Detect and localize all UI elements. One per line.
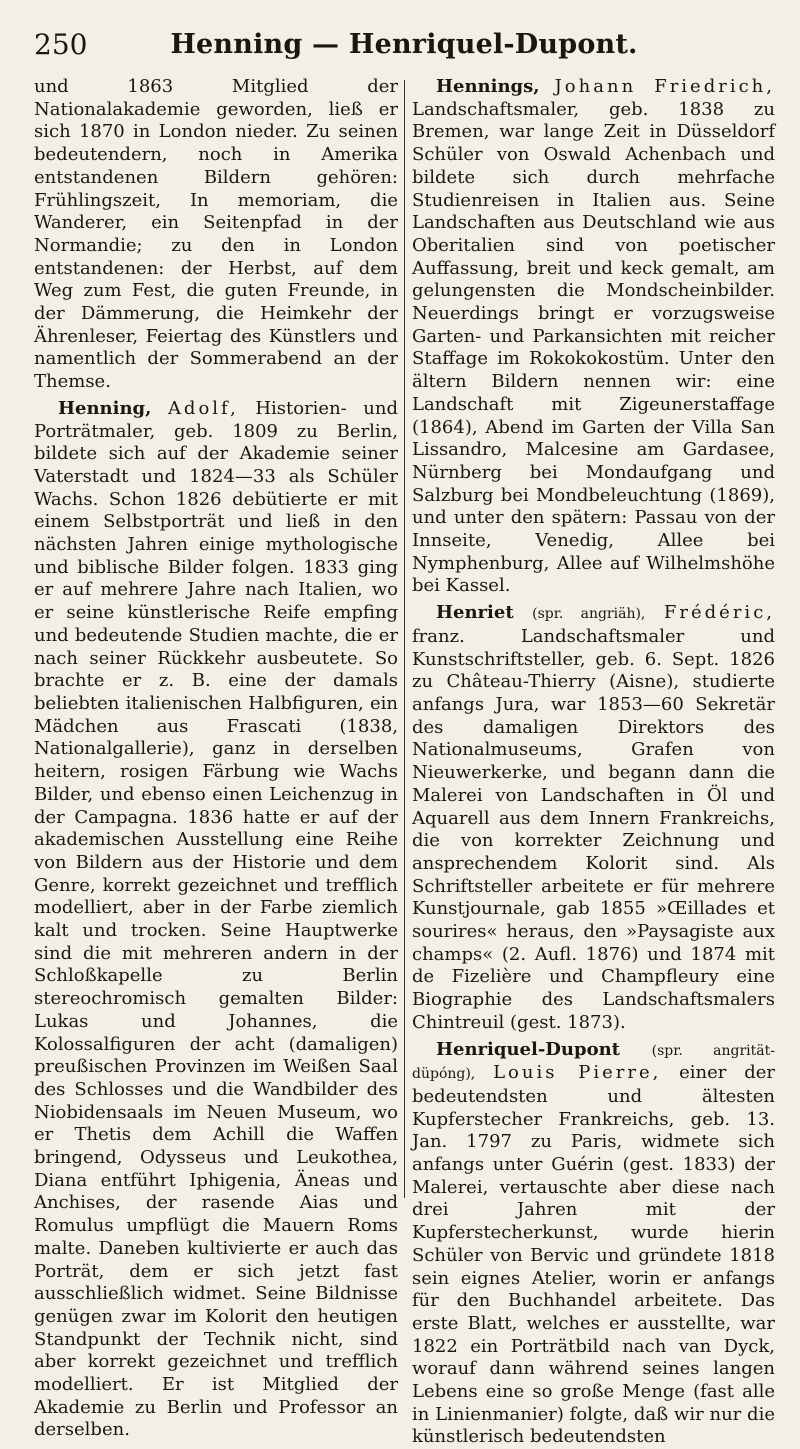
entry-hennings: [412, 76, 775, 598]
entry-pronunciation: (spr. angrität-düpóng),: [412, 1042, 775, 1083]
entry-henning: [34, 398, 398, 1442]
entry-text: franz. Landschaftsmaler und Kunstschriftsteller, geb. 6. Sept. 1826 zu Château-Thierry (Aisne), studierte anfangs Jura, war 1853—60 Sekretär des damaligen Direktors des Nationalmuseums, Grafen von Nieuwerkerke, und begann dann die Malerei von Landschaften in Öl und Aquarell aus dem Innern Frankreichs, die von korrekter Zeichnung und ansprechendem Kolorit sind. Als Schriftsteller arbeitete er für mehrere Kunstjournale, gab 1855 »Œillades et sourires« heraus, den »Paysagiste aux champs« (2. Aufl. 1876) und 1874 mit de Fizelière und Champfleury eine Biographie des Landschaftsmalers Chintreuil (gest. 1873).: [412, 625, 775, 1033]
left-column: [34, 76, 398, 1441]
entry-given-name: Frédéric,: [663, 602, 775, 624]
entry-headword: Henning,: [58, 397, 152, 419]
page-number: 250: [34, 28, 88, 61]
page-header: [34, 26, 774, 66]
entry-text: und 1863 Mitglied der Nationalakademie geworden, ließ er sich 1870 in London nieder. Zu seinen bedeutendern, noch in Amerika entstandenen Bildern gehören: Frühlingszeit, In memoriam, die Wanderer, ein Seitenpfad in der Normandie; zu den in London entstandenen: der Herbst, auf dem Weg zum Fest, die guten Freunde, in der Dämmerung, die Heimkehr der Ährenleser, Feiertag des Künstlers und namentlich der Sommerabend an der Themse.: [34, 76, 398, 393]
entry-henriquel-dupont: [412, 1039, 775, 1449]
entry-text: einer der bedeutendsten und ältesten Kupferstecher Frankreichs, geb. 13. Jan. 1797 zu Paris, widmete sich anfangs unter Guérin (gest. 1833) der Malerei, vertauschte aber diese nach drei Jahren mit der Kupferstecherkunst, wurde hierin Schüler von Bervic und gründete 1818 sein eignes Atelier, worin er anfangs für den Buchhandel arbeitete. Das erste Blatt, welches er ausstellte, war 1822 ein Porträtbild nach van Dyck, worauf dann während seines langen Lebens eine so große Menge (fast alle in Linienmanier) folgte, daß wir nur die künstlerisch bedeutendsten: [412, 1062, 775, 1448]
entry-given-name: Louis Pierre,: [493, 1062, 662, 1084]
entry-text: Landschaftsmaler, geb. 1838 zu Bremen, war lange Zeit in Düsseldorf Schüler von Oswald Achenbach und bildete sich durch mehrfache Studienreisen in Italien aus. Seine Landschaften aus Deutschland wie aus Oberitalien sind von poetischer Auffassung, breit und keck gemalt, am gelungensten die Mondscheinbilder. Neuerdings bringt er vorzugsweise Garten- und Parkansichten mit reicher Staffage im Rokokokostüm. Unter den ältern Bildern nennen wir: eine Landschaft mit Zigeunerstaffage (1864), Abend im Garten der Villa San Lissandro, Malcesine am Gardasee, Nürnberg bei Mondaufgang und Salzburg bei Mondbeleuchtung (1869), und unter den spätern: Passau von der Innseite, Venedig, Allee bei Nymphenburg, Allee auf Wilhelmshöhe bei Kassel.: [412, 98, 775, 597]
continued-entry-text: [34, 76, 398, 394]
entry-headword: Henriet: [436, 602, 514, 624]
right-column: [412, 76, 775, 1448]
entry-henriet: [412, 602, 775, 1034]
column-divider: [404, 80, 405, 1198]
entry-text: Historien- und Porträtmaler, geb. 1809 zu Berlin, bildete sich auf der Akademie seiner Vaterstadt und 1824—33 als Schüler Wachs. Schon 1826 debütierte er mit einem Selbstporträt und ließ in den nächsten Jahren einige mythologische und biblische Bilder folgen. 1833 ging er auf mehrere Jahre nach Italien, wo er seine künstlerische Reife empfing und bedeutende Studien machte, die er nach seiner Rückkehr ausbeutete. So brachte er z. B. eine der damals beliebten italienischen Halbfiguren, ein Mädchen aus Frascati (1838, Nationalgallerie), ganz in derselben heitern, rosigen Färbung wie Wachs Bilder, und ebenso einen Leichenzug in der Campagna. 1836 hatte er auf der akademischen Ausstellung eine Reihe von Bildern aus der Historie und dem Genre, korrekt gezeichnet und trefflich modelliert, aber in der Farbe ziemlich kalt und trocken. Seine Hauptwerke sind die mit mehreren andern in der Schloßkapelle zu Berlin stereochromisch gemalten Bilder: Lukas und Johannes, die Kolossalfiguren der acht (damaligen) preußischen Provinzen im Weißen Saal des Schlosses und die Wandbilder des Niobidensaals im Neuen Museum, wo er Thetis dem Achill die Waffen bringend, Odysseus und Leukothea, Diana entführt Iphigenia, Äneas und Anchises, der rasende Aias und Romulus umpflügt die Mauern Roms malte. Daneben kultivierte er auch das Porträt, dem er sich jetzt fast ausschließlich widmet. Seine Bildnisse genügen zwar im Kolorit den heutigen Standpunkt der Technik nicht, sind aber korrekt gezeichnet und trefflich modelliert. Er ist Mitglied der Akademie zu Berlin und Professor an derselben.: [34, 397, 398, 1441]
entry-pronunciation: (spr. angriäh),: [532, 606, 646, 623]
entry-given-name: Adolf,: [167, 397, 239, 419]
running-title: Henning — Henriquel-Dupont.: [170, 29, 638, 60]
entry-headword: Hennings,: [436, 76, 540, 97]
entry-given-name: Johann Friedrich,: [554, 76, 775, 97]
entry-headword: Henriquel-Dupont: [436, 1038, 620, 1060]
